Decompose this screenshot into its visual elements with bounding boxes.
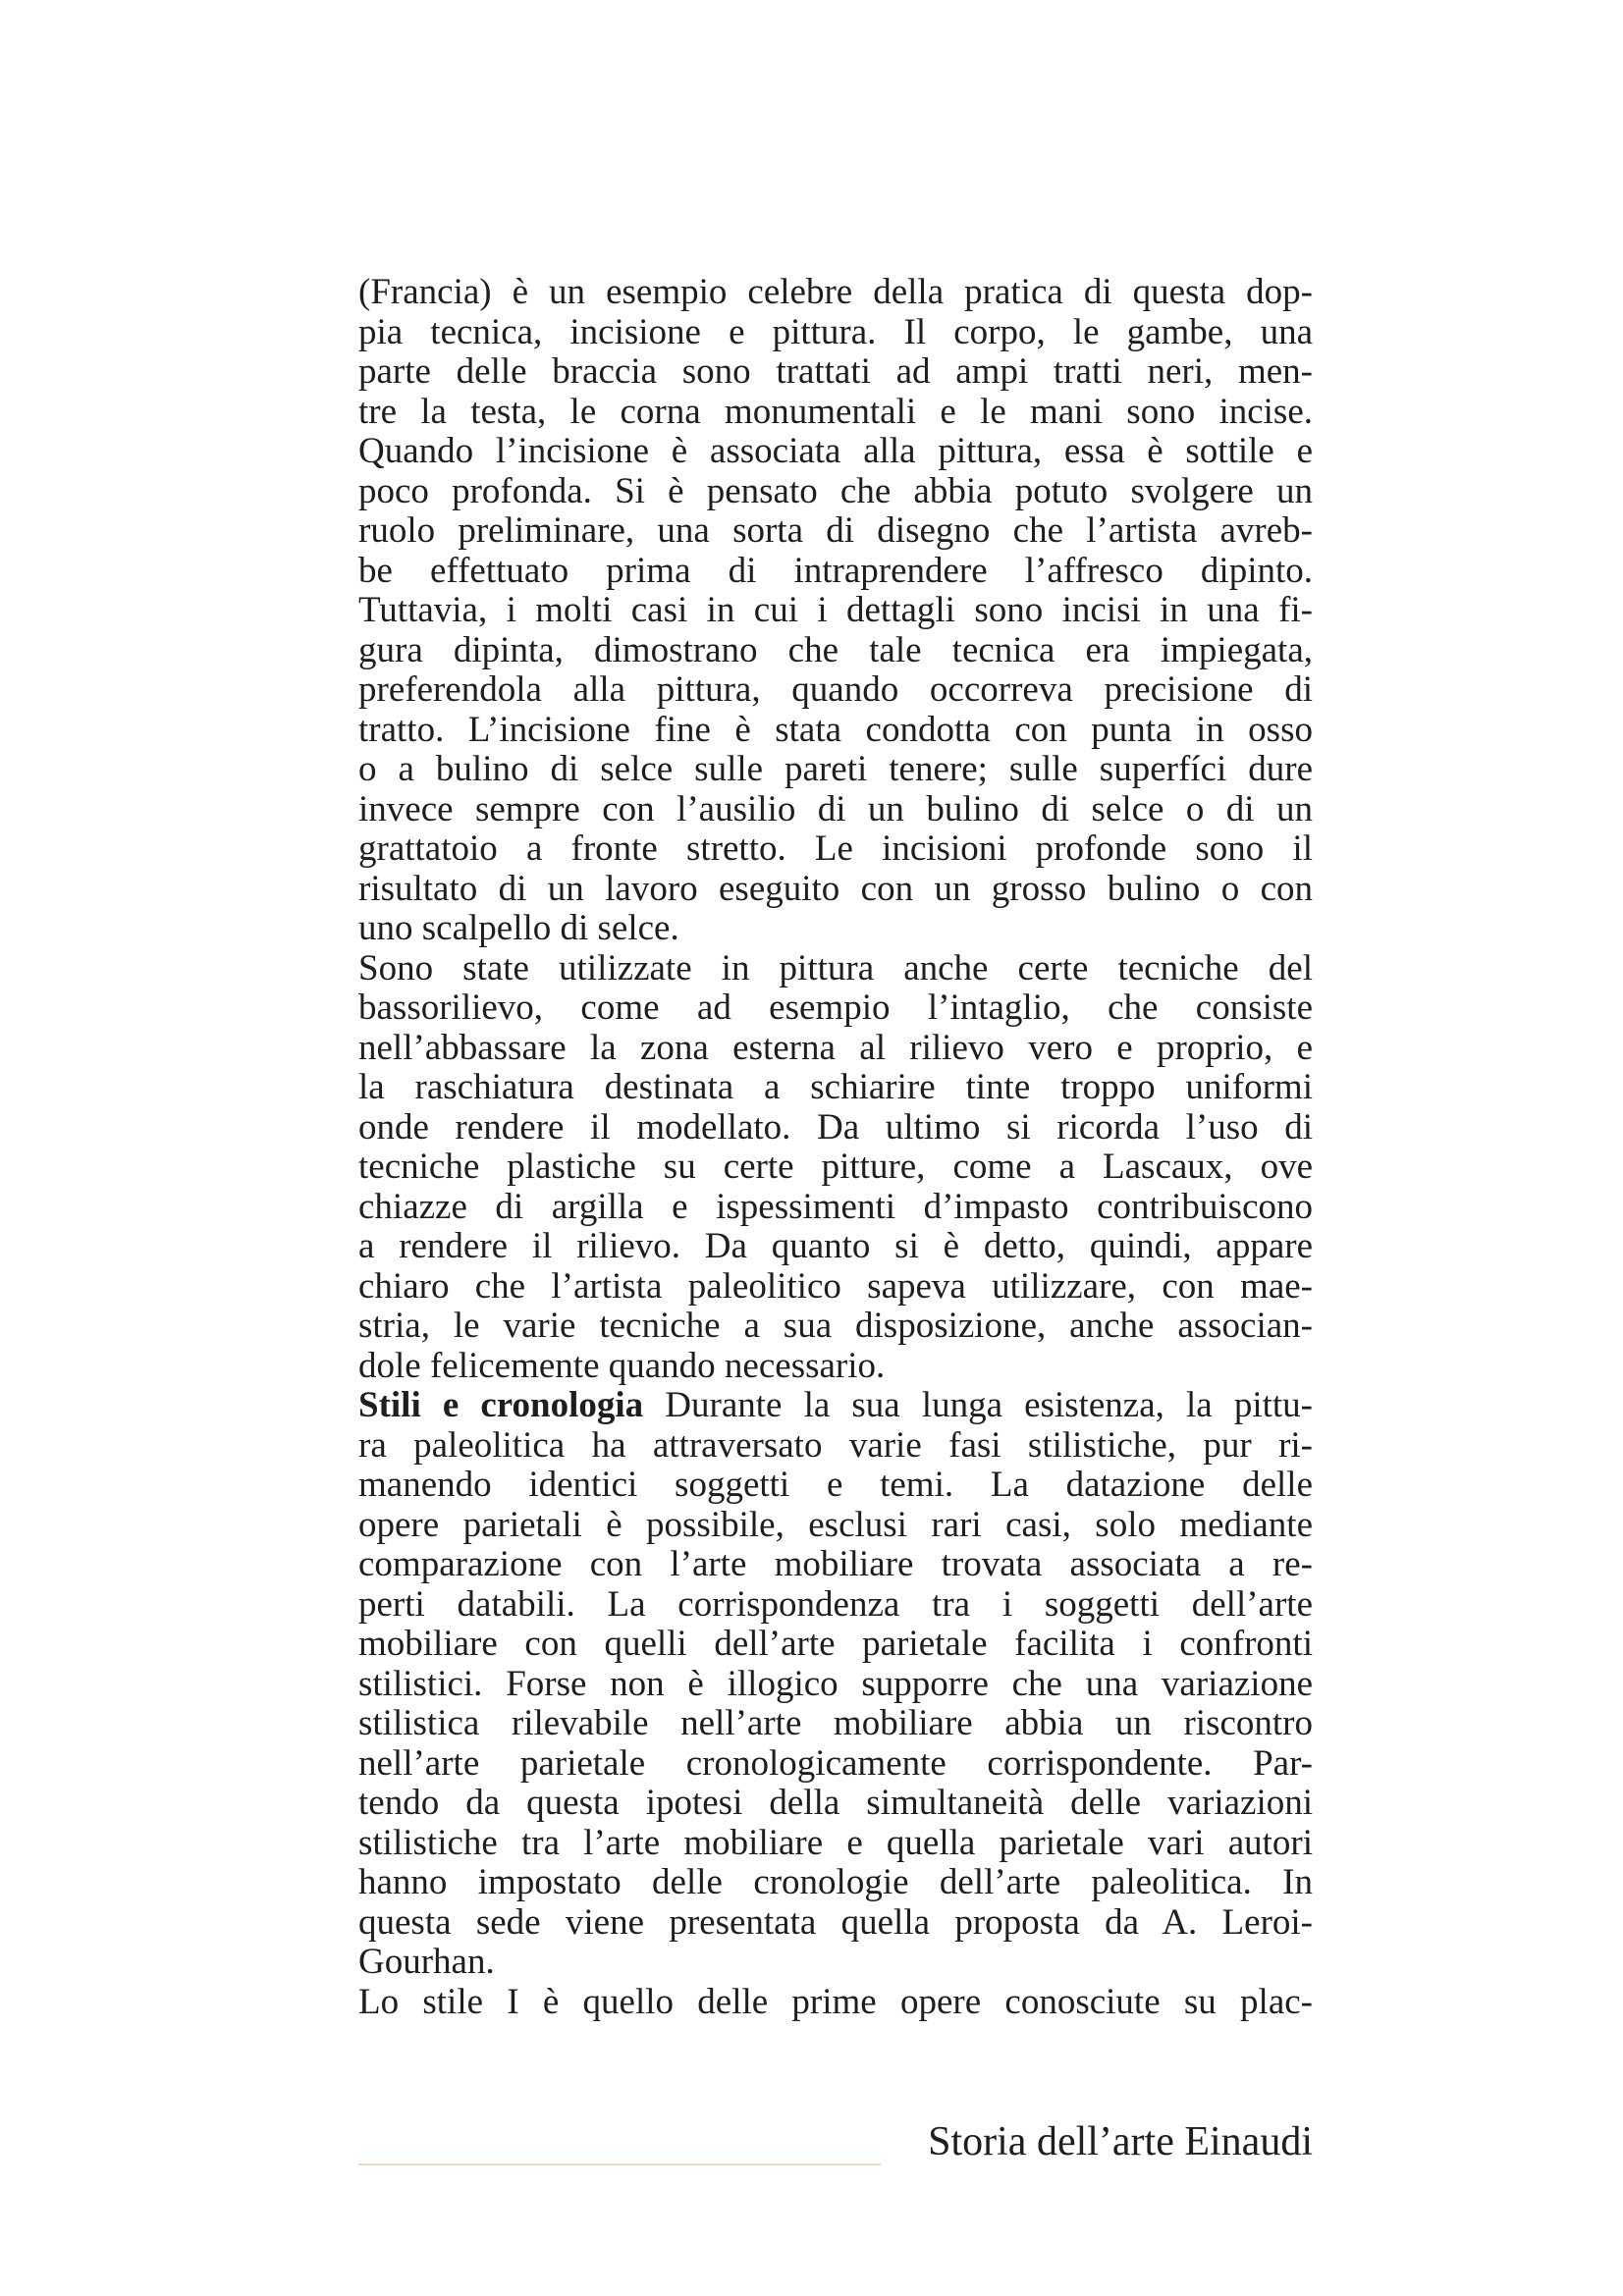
text-line: nell’arte parietale cronologicamente corrispondente. Par- xyxy=(358,1742,1313,1784)
text-line: preferendola alla pittura, quando occorreva precisione di xyxy=(358,669,1313,710)
text-line: Quando l’incisione è associata alla pittura, essa è sottile e xyxy=(358,431,1313,471)
text-line: bassorilievo, come ad esempio l’intaglio, che consiste xyxy=(358,988,1313,1028)
text-line: stilistici. Forse non è illogico supporre che una variazione xyxy=(358,1663,1313,1704)
text-line: nell’abbassare la zona esterna al rilievo vero e proprio, e xyxy=(358,1027,1313,1068)
text-line: Lo stile I è quello delle prime opere conosciute su plac- xyxy=(358,1981,1313,2022)
text-line: pia tecnica, incisione e pittura. Il corpo, le gambe, una xyxy=(358,311,1313,352)
text-line: gura dipinta, dimostrano che tale tecnica era impiegata, xyxy=(358,629,1313,670)
text-line: parte delle braccia sono trattati ad ampi tratti neri, men- xyxy=(358,351,1313,392)
text-line: Tuttavia, i molti casi in cui i dettagli sono incisi in una fi- xyxy=(358,590,1313,630)
text-line: Sono state utilizzate in pittura anche certe tecniche del xyxy=(358,947,1313,988)
text-line: stria, le varie tecniche a sua disposizione, anche associan- xyxy=(358,1306,1313,1346)
text-line: dole felicemente quando necessario. xyxy=(358,1345,886,1386)
text-line: opere parietali è possibile, esclusi rari casi, solo mediante xyxy=(358,1504,1313,1545)
text-line: o a bulino di selce sulle pareti tenere; sulle superfíci dure xyxy=(358,749,1313,789)
text-line: questa sede viene presentata quella proposta da A. Leroi- xyxy=(358,1901,1313,1943)
text-line: onde rendere il modellato. Da ultimo si ricorda l’uso di xyxy=(358,1106,1313,1148)
text-line xyxy=(358,1386,1313,1426)
footer-rule xyxy=(358,2163,881,2165)
text-line: mobiliare con quelli dell’arte parietale facilita i confronti xyxy=(358,1624,1313,1664)
text-line: (Francia) è un esempio celebre della pratica di questa dop- xyxy=(358,272,1313,312)
text-line: tendo da questa ipotesi della simultaneità delle variazioni xyxy=(358,1783,1313,1823)
section-heading: Stili e cronologia xyxy=(358,1385,644,1425)
text-line: perti databili. La corrispondenza tra i soggetti dell’arte xyxy=(358,1583,1313,1625)
text-line: stilistica rilevabile nell’arte mobiliare abbia un riscontro xyxy=(358,1703,1313,1743)
text-line: invece sempre con l’ausilio di un bulino di selce o di un xyxy=(358,788,1313,829)
text-line: ruolo preliminare, una sorta di disegno che l’artista avreb- xyxy=(358,510,1313,551)
text-line: risultato di un lavoro eseguito con un grosso bulino o con xyxy=(358,868,1313,909)
page-footer xyxy=(358,2112,1313,2171)
text-line: ra paleolitica ha attraversato varie fasi stilistiche, pur ri- xyxy=(358,1424,1313,1466)
text-line: tratto. L’incisione fine è stata condotta con punta in osso xyxy=(358,709,1313,750)
text-line: a rendere il rilievo. Da quanto si è detto, quindi, appare xyxy=(358,1226,1313,1266)
text-line: uno scalpello di selce. xyxy=(358,908,679,948)
text-line: poco profonda. Si è pensato che abbia potuto svolgere un xyxy=(358,470,1313,511)
text-line: hanno impostato delle cronologie dell’arte paleolitica. In xyxy=(358,1862,1313,1902)
text-line: tre la testa, le corna monumentali e le mani sono incise. xyxy=(358,391,1313,432)
body-text xyxy=(358,273,1313,2022)
text-line: tecniche plastiche su certe pitture, come a Lascaux, ove xyxy=(358,1147,1313,1187)
text-line: grattatoio a fronte stretto. Le incisioni profonde sono il xyxy=(358,828,1313,869)
text-line: be effettuato prima di intraprendere l’affresco dipinto. xyxy=(358,550,1313,591)
text-line: Gourhan. xyxy=(358,1942,495,1982)
text-line: la raschiatura destinata a schiarire tinte troppo uniformi xyxy=(358,1067,1313,1107)
text-line-content: Durante la sua lunga esistenza, la pittu- xyxy=(643,1385,1313,1425)
footer-title: Storia dell’arte Einaudi xyxy=(928,2119,1313,2164)
text-line: comparazione con l’arte mobiliare trovata associata a re- xyxy=(358,1544,1313,1584)
text-line: stilistiche tra l’arte mobiliare e quella parietale vari autori xyxy=(358,1822,1313,1863)
text-line: manendo identici soggetti e temi. La datazione delle xyxy=(358,1465,1313,1505)
text-line: chiaro che l’artista paleolitico sapeva utilizzare, con mae- xyxy=(358,1265,1313,1307)
text-line: chiazze di argilla e ispessimenti d’impasto contribuiscono xyxy=(358,1186,1313,1227)
